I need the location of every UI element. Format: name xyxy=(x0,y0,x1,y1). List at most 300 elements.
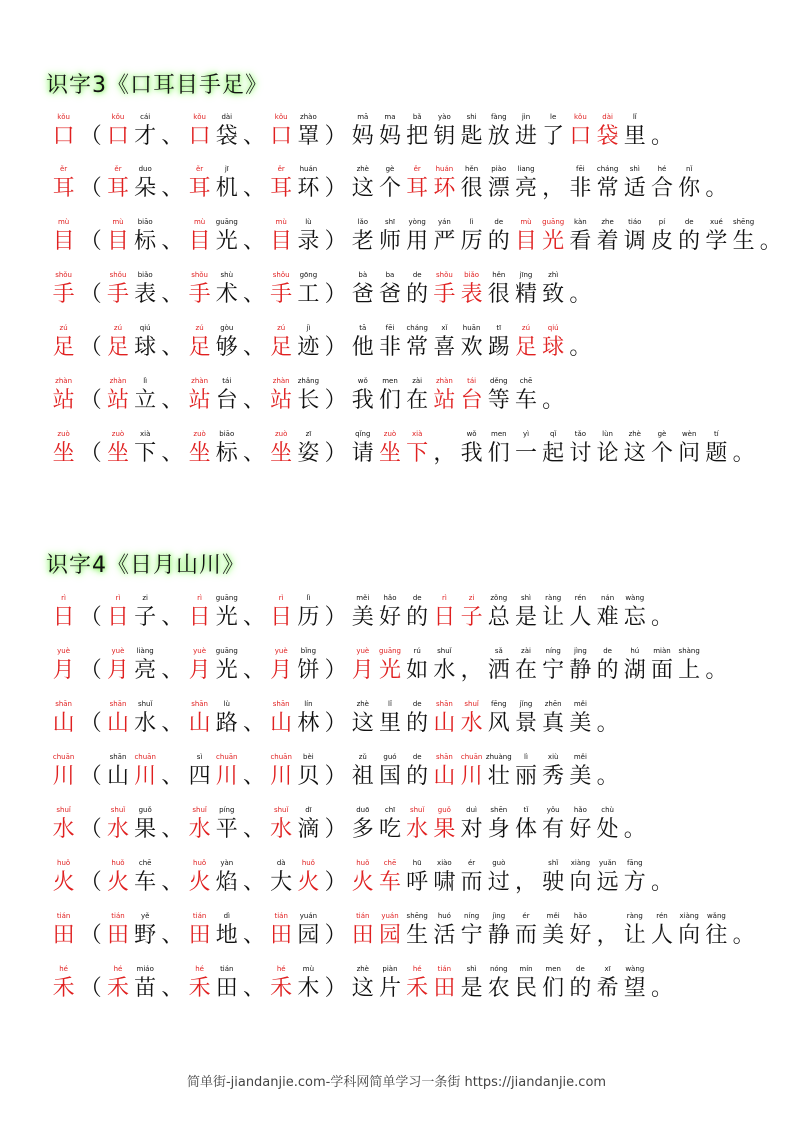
character-cell xyxy=(240,856,267,896)
text-line xyxy=(50,162,730,214)
hanzi: 日 xyxy=(52,605,75,630)
character-cell xyxy=(594,644,621,684)
pinyin: wèn xyxy=(681,430,697,438)
character-cell xyxy=(349,909,376,949)
hanzi: 、 xyxy=(242,976,265,1001)
hanzi: 欢 xyxy=(460,335,483,360)
character-cell xyxy=(295,962,322,1002)
character-cell xyxy=(240,644,267,684)
character-cell xyxy=(240,962,267,1002)
pinyin: zhàn xyxy=(55,377,73,385)
hanzi: （ xyxy=(79,870,102,895)
pinyin: shǒu xyxy=(55,271,72,279)
pinyin: shuǐ xyxy=(409,806,425,814)
hanzi: 口 xyxy=(106,124,129,149)
character-cell xyxy=(458,591,485,631)
hanzi: 、 xyxy=(161,176,184,201)
character-cell xyxy=(213,374,240,414)
character-cell xyxy=(213,268,240,308)
hanzi: 水 xyxy=(188,817,211,842)
pinyin: měi xyxy=(573,753,587,761)
hanzi: 洒 xyxy=(487,658,510,683)
pinyin: shān xyxy=(435,753,453,761)
character-cell xyxy=(376,110,403,150)
pinyin: chuān xyxy=(460,753,483,761)
pinyin: shì xyxy=(466,965,477,973)
pinyin: rén xyxy=(574,594,587,602)
character-cell xyxy=(540,215,567,255)
hanzi: 、 xyxy=(161,870,184,895)
character-cell xyxy=(621,427,648,467)
hanzi: 手 xyxy=(52,282,75,307)
pinyin: qǐng xyxy=(355,430,371,438)
hanzi: （ xyxy=(79,923,102,948)
pinyin: lì xyxy=(143,377,148,385)
hanzi: 水 xyxy=(460,711,483,736)
pinyin: shǒu xyxy=(109,271,127,279)
hanzi: 。 xyxy=(759,229,782,254)
character-cell xyxy=(376,697,403,737)
character-cell xyxy=(322,750,349,790)
hanzi: 川 xyxy=(270,764,293,789)
character-cell xyxy=(376,427,403,467)
character-cell xyxy=(104,268,131,308)
hanzi: 禾 xyxy=(188,976,211,1001)
hanzi: 水 xyxy=(406,817,429,842)
character-cell xyxy=(104,215,131,255)
pinyin: bà xyxy=(358,271,368,279)
character-cell xyxy=(458,750,485,790)
pinyin xyxy=(77,856,104,870)
hanzi: 这 xyxy=(351,176,374,201)
hanzi: 光 xyxy=(215,658,238,683)
pinyin: huán xyxy=(435,165,454,173)
character-cell xyxy=(376,321,403,361)
pinyin xyxy=(322,162,349,176)
hanzi: 、 xyxy=(161,923,184,948)
hanzi: 、 xyxy=(242,441,265,466)
hanzi: ） xyxy=(324,441,347,466)
hanzi: 放 xyxy=(487,124,510,149)
pinyin: de xyxy=(684,218,694,226)
pinyin: wǎng xyxy=(706,912,726,920)
hanzi: 朵 xyxy=(134,176,157,201)
pinyin: xī xyxy=(604,965,611,973)
hanzi: 国 xyxy=(378,764,401,789)
pinyin: lì xyxy=(306,594,311,602)
character-cell xyxy=(404,644,431,684)
pinyin: nǐ xyxy=(685,165,693,173)
character-cell xyxy=(485,750,512,790)
hanzi: 坐 xyxy=(106,441,129,466)
pinyin: sì xyxy=(196,753,203,761)
hanzi: 禾 xyxy=(52,976,75,1001)
pinyin: lǐ xyxy=(632,113,637,121)
character-cell xyxy=(240,110,267,150)
character-cell xyxy=(512,750,539,790)
character-cell xyxy=(132,697,159,737)
hanzi: 适 xyxy=(623,176,646,201)
pinyin: chuān xyxy=(134,753,156,761)
character-cell xyxy=(186,644,213,684)
hanzi: 园 xyxy=(297,923,320,948)
hanzi: 、 xyxy=(161,605,184,630)
pinyin xyxy=(512,856,539,870)
pinyin: mù xyxy=(302,965,315,973)
hanzi: 我 xyxy=(460,441,483,466)
pinyin: kǒu xyxy=(193,113,206,121)
pinyin: ěr xyxy=(413,165,421,173)
character-cell xyxy=(132,750,159,790)
character-cell xyxy=(104,591,131,631)
hanzi: 真 xyxy=(542,711,565,736)
hanzi: 手 xyxy=(270,282,293,307)
character-cell xyxy=(240,803,267,843)
character-cell xyxy=(376,962,403,1002)
character-cell xyxy=(295,374,322,414)
character-cell xyxy=(376,644,403,684)
pinyin: děng xyxy=(489,377,508,385)
pinyin: shi xyxy=(466,113,477,121)
text-line xyxy=(50,962,676,1014)
pinyin xyxy=(159,162,186,176)
hanzi: ） xyxy=(324,764,347,789)
hanzi: 静 xyxy=(487,923,510,948)
hanzi: 起 xyxy=(542,441,565,466)
pinyin: zhì xyxy=(548,271,559,279)
character-cell xyxy=(240,909,267,949)
hanzi: 非 xyxy=(378,335,401,360)
pinyin xyxy=(730,427,757,441)
pinyin: xǐ xyxy=(441,324,448,332)
pinyin xyxy=(594,750,621,764)
pinyin: biǎo xyxy=(464,271,480,279)
pinyin: ěr xyxy=(277,165,285,173)
character-cell xyxy=(268,803,295,843)
character-cell xyxy=(431,162,458,202)
character-cell xyxy=(322,110,349,150)
character-cell xyxy=(431,268,458,308)
pinyin xyxy=(240,268,267,282)
hanzi: 滴 xyxy=(297,817,320,842)
character-cell xyxy=(458,162,485,202)
pinyin xyxy=(648,962,675,976)
hanzi: 民 xyxy=(514,976,537,1001)
hanzi: （ xyxy=(79,441,102,466)
pinyin xyxy=(77,962,104,976)
hanzi: 贝 xyxy=(297,764,320,789)
character-cell xyxy=(512,909,539,949)
character-cell xyxy=(458,962,485,1002)
hanzi: 着 xyxy=(596,229,619,254)
hanzi: 日 xyxy=(433,605,456,630)
pinyin: shuǐ xyxy=(437,647,452,655)
pinyin: chē xyxy=(383,859,397,867)
hanzi: 、 xyxy=(161,282,184,307)
character-cell xyxy=(77,644,104,684)
pinyin: qiú xyxy=(547,324,559,332)
character-cell xyxy=(295,591,322,631)
character-cell xyxy=(77,856,104,896)
hanzi: 把 xyxy=(406,124,429,149)
character-cell xyxy=(485,215,512,255)
hanzi: 田 xyxy=(188,923,211,948)
character-cell xyxy=(213,909,240,949)
pinyin: zuò xyxy=(383,430,397,438)
hanzi: 日 xyxy=(188,605,211,630)
pinyin: zhuàng xyxy=(485,753,512,761)
hanzi: 光 xyxy=(378,658,401,683)
character-cell xyxy=(404,856,431,896)
pinyin: huán xyxy=(299,165,318,173)
character-cell xyxy=(104,162,131,202)
pinyin xyxy=(77,750,104,764)
character-cell xyxy=(159,697,186,737)
character-cell xyxy=(240,268,267,308)
character-cell xyxy=(594,110,621,150)
character-cell xyxy=(159,162,186,202)
pinyin: wǒ xyxy=(357,377,368,385)
pinyin: guǒ xyxy=(138,806,152,814)
hanzi: 个 xyxy=(378,176,401,201)
pinyin xyxy=(322,803,349,817)
hanzi: ） xyxy=(324,335,347,360)
pinyin xyxy=(322,962,349,976)
hanzi: 。 xyxy=(705,658,728,683)
pinyin: hěn xyxy=(465,165,479,173)
hanzi: 火 xyxy=(188,870,211,895)
hanzi: 目 xyxy=(270,229,293,254)
pinyin xyxy=(240,591,267,605)
hanzi: 山 xyxy=(106,711,129,736)
pinyin xyxy=(240,750,267,764)
pinyin: men xyxy=(382,377,398,385)
hanzi: 们 xyxy=(378,388,401,413)
pinyin: shù xyxy=(220,271,234,279)
character-cell xyxy=(159,644,186,684)
character-cell xyxy=(186,321,213,361)
character-cell xyxy=(376,856,403,896)
character-cell xyxy=(159,110,186,150)
pinyin: yuè xyxy=(356,647,370,655)
hanzi: ） xyxy=(324,176,347,201)
pinyin xyxy=(159,110,186,124)
hanzi: 们 xyxy=(487,441,510,466)
pinyin: ér xyxy=(468,859,476,867)
text-line xyxy=(50,110,676,162)
character-cell xyxy=(186,909,213,949)
hanzi: 讨 xyxy=(569,441,592,466)
character-cell xyxy=(268,427,295,467)
hanzi: 水 xyxy=(433,658,456,683)
hanzi: 月 xyxy=(52,658,75,683)
pinyin: xiàng xyxy=(570,859,591,867)
hanzi: 好 xyxy=(569,817,592,842)
hanzi: 迹 xyxy=(297,335,320,360)
pinyin: yán xyxy=(437,218,451,226)
pinyin: shuǐ xyxy=(464,700,479,708)
character-cell xyxy=(567,268,594,308)
pinyin: zhàn xyxy=(272,377,290,385)
character-cell xyxy=(77,374,104,414)
character-cell xyxy=(240,374,267,414)
hanzi: 子 xyxy=(460,605,483,630)
character-cell xyxy=(431,962,458,1002)
pinyin: jī xyxy=(224,165,229,173)
hanzi: 人 xyxy=(569,605,592,630)
hanzi: 美 xyxy=(542,923,565,948)
character-cell xyxy=(621,644,648,684)
character-cell xyxy=(648,215,675,255)
character-cell xyxy=(295,427,322,467)
hanzi: 。 xyxy=(732,923,755,948)
character-cell xyxy=(268,374,295,414)
hanzi: 表 xyxy=(460,282,483,307)
hanzi: 饼 xyxy=(297,658,320,683)
character-cell xyxy=(431,909,458,949)
pinyin xyxy=(567,321,594,335)
character-cell xyxy=(322,268,349,308)
pinyin: lǎo xyxy=(357,218,369,226)
character-cell xyxy=(50,321,77,361)
pinyin: rì xyxy=(441,594,447,602)
pinyin xyxy=(77,110,104,124)
hanzi: 果 xyxy=(433,817,456,842)
pinyin: de xyxy=(412,700,422,708)
pinyin: tǐ xyxy=(523,806,529,814)
pinyin: wǒ xyxy=(466,430,477,438)
hanzi: 、 xyxy=(242,124,265,149)
pinyin: hé xyxy=(113,965,123,973)
hanzi: 的 xyxy=(678,229,701,254)
hanzi: 耳 xyxy=(52,176,75,201)
hanzi: 山 xyxy=(433,711,456,736)
character-cell xyxy=(213,962,240,1002)
pinyin: zhè xyxy=(628,430,641,438)
pinyin: mù xyxy=(275,218,287,226)
hanzi: 手 xyxy=(106,282,129,307)
pinyin: ěr xyxy=(60,165,68,173)
hanzi: 的 xyxy=(569,976,592,1001)
pinyin: zhè xyxy=(356,965,369,973)
pinyin: qǐ xyxy=(549,430,557,438)
pinyin: měi xyxy=(573,700,587,708)
character-cell xyxy=(186,374,213,414)
pinyin: níng xyxy=(545,647,561,655)
pinyin: rì xyxy=(61,594,66,602)
hanzi: 景 xyxy=(514,711,537,736)
character-cell xyxy=(567,644,594,684)
character-cell xyxy=(485,374,512,414)
hanzi: （ xyxy=(79,124,102,149)
pinyin: lùn xyxy=(602,430,613,438)
hanzi: 耳 xyxy=(270,176,293,201)
character-cell xyxy=(485,803,512,843)
pinyin: sǎ xyxy=(494,647,503,655)
hanzi: 个 xyxy=(650,441,673,466)
character-cell xyxy=(648,591,675,631)
hanzi: 地 xyxy=(215,923,238,948)
pinyin: chē xyxy=(519,377,533,385)
hanzi: 农 xyxy=(487,976,510,1001)
pinyin: zhàn xyxy=(435,377,453,385)
character-cell xyxy=(621,110,648,150)
character-cell xyxy=(295,803,322,843)
character-cell xyxy=(349,856,376,896)
hanzi: 表 xyxy=(134,282,157,307)
pinyin: hé xyxy=(412,965,422,973)
pinyin: měi xyxy=(546,912,560,920)
hanzi: 环 xyxy=(297,176,320,201)
pinyin: guò xyxy=(492,859,506,867)
hanzi: 口 xyxy=(569,124,592,149)
character-cell xyxy=(50,374,77,414)
pinyin: zú xyxy=(277,324,286,332)
text-line xyxy=(50,644,730,696)
character-cell xyxy=(458,644,485,684)
character-cell xyxy=(186,268,213,308)
character-cell xyxy=(512,697,539,737)
hanzi: 足 xyxy=(188,335,211,360)
character-cell xyxy=(512,856,539,896)
hanzi: 很 xyxy=(460,176,483,201)
hanzi: 了 xyxy=(542,124,565,149)
character-cell xyxy=(50,110,77,150)
character-cell xyxy=(404,962,431,1002)
character-cell xyxy=(268,162,295,202)
character-cell xyxy=(567,427,594,467)
hanzi: 亮 xyxy=(514,176,537,201)
character-cell xyxy=(458,803,485,843)
hanzi: 的 xyxy=(487,229,510,254)
character-cell xyxy=(322,374,349,414)
hanzi: 宁 xyxy=(460,923,483,948)
pinyin: zú xyxy=(113,324,123,332)
hanzi: 川 xyxy=(134,764,157,789)
character-cell xyxy=(567,591,594,631)
hanzi: 台 xyxy=(215,388,238,413)
hanzi: 历 xyxy=(297,605,320,630)
hanzi: ， xyxy=(433,441,456,466)
pinyin xyxy=(240,162,267,176)
hanzi: 标 xyxy=(134,229,157,254)
hanzi: 秀 xyxy=(542,764,565,789)
hanzi: 进 xyxy=(514,124,537,149)
pinyin: biāo xyxy=(219,430,235,438)
character-cell xyxy=(349,215,376,255)
pinyin xyxy=(322,591,349,605)
character-cell xyxy=(621,962,648,1002)
pinyin: rén xyxy=(656,912,668,920)
pinyin: wàng xyxy=(625,594,645,602)
character-cell xyxy=(376,909,403,949)
hanzi: 坐 xyxy=(378,441,401,466)
pinyin: fēi xyxy=(576,165,585,173)
character-cell xyxy=(458,268,485,308)
character-cell xyxy=(594,215,621,255)
hanzi: 向 xyxy=(569,870,592,895)
character-cell xyxy=(458,321,485,361)
hanzi: 野 xyxy=(134,923,157,948)
pinyin xyxy=(159,374,186,388)
pinyin: zhēn xyxy=(544,700,562,708)
character-cell xyxy=(295,162,322,202)
hanzi: 路 xyxy=(215,711,238,736)
pinyin: ba xyxy=(385,271,395,279)
hanzi: 希 xyxy=(596,976,619,1001)
character-cell xyxy=(349,697,376,737)
pinyin: bèi xyxy=(303,753,314,761)
